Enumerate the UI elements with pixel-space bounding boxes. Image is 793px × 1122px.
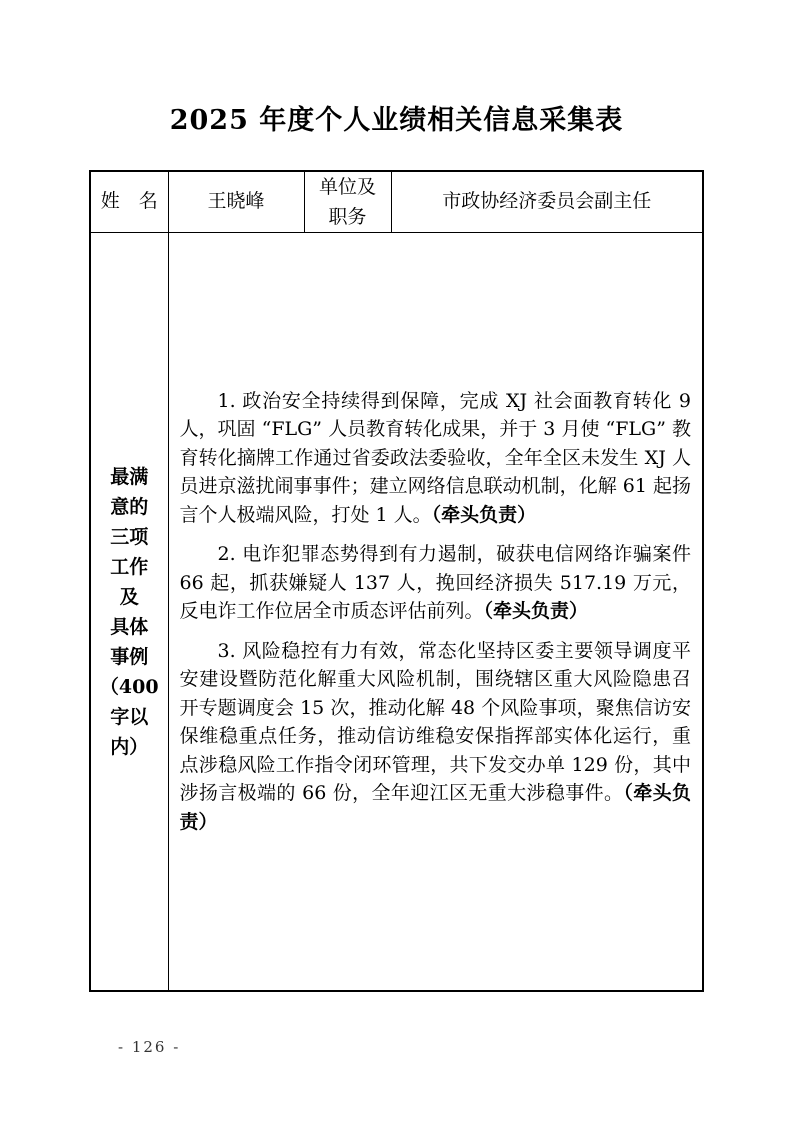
works-label-line: 具体 xyxy=(110,615,149,638)
works-label-cell xyxy=(90,233,168,992)
works-label-line: 意的 xyxy=(110,495,149,518)
works-label-line: 最满 xyxy=(110,465,149,488)
work-paragraph-2-lead-tag: （牵头负责） xyxy=(483,600,589,623)
works-label-line: 工作 xyxy=(110,555,149,578)
works-label-line: 事例 xyxy=(110,645,149,668)
unit-label-cell xyxy=(304,171,391,233)
works-label-line: 字以 xyxy=(110,705,149,728)
info-table xyxy=(89,170,704,992)
work-paragraph-3 xyxy=(180,637,692,837)
page-title: 2025 年度个人业绩相关信息采集表 xyxy=(169,105,624,136)
work-paragraph-3-lead-tag: （牵头负责） xyxy=(179,782,691,833)
unit-value-cell: 市政协经济委员会副主任 xyxy=(391,171,703,233)
name-value-cell: 王晓峰 xyxy=(168,171,304,233)
works-label-line: （400 xyxy=(99,675,159,698)
work-paragraph-1-body: 1. 政治安全持续得到保障，完成 XJ 社会面教育转化 9 人，巩固 “FLG” 人员教育转化成果，并于 3 月使 “FLG” 教育转化摘牌工作通过省委政法委验收，全年全区未发生 XJ 人员进京滋扰闹事事件；建立网络信息联动机制，化解 61 起扬言个人极端风险，打处 1 人。 xyxy=(179,389,691,526)
work-paragraph-2 xyxy=(180,540,692,626)
work-paragraph-1-lead-tag: （牵头负责） xyxy=(431,503,537,526)
page-number: - 126 - xyxy=(118,1038,181,1056)
name-label-cell: 姓 名 xyxy=(90,171,168,233)
works-label-line: 及 xyxy=(119,585,139,608)
work-paragraph-3-body: 3. 风险稳控有力有效，常态化坚持区委主要领导调度平安建设暨防范化解重大风险机制，围绕辖区重大风险隐患召开专题调度会 15 次，推动化解 48 个风险事项，聚焦信访安保维稳重点任务，推动信访维稳安保指挥部实体化运行，重点涉稳风险工作指令闭环管理，共下发交办单 129 份，其中涉扬言极端的 66 份，全年迎江区无重大涉稳事件。 xyxy=(179,639,691,805)
table-header-row xyxy=(90,171,703,233)
table-works-row xyxy=(90,233,703,992)
works-label-line: 内） xyxy=(110,735,149,758)
unit-label-line: 职务 xyxy=(328,206,367,228)
work-paragraph-2-body: 2. 电诈犯罪态势得到有力遏制，破获电信网络诈骗案件 66 起，抓获嫌疑人 137 人，挽回经济损失 517.19 万元，反电诈工作位居全市质态评估前列。 xyxy=(179,543,691,623)
work-paragraph-1 xyxy=(180,387,692,530)
unit-label-line: 单位及 xyxy=(318,176,376,198)
works-label-line: 三项 xyxy=(110,525,149,548)
works-content-cell xyxy=(168,233,703,992)
